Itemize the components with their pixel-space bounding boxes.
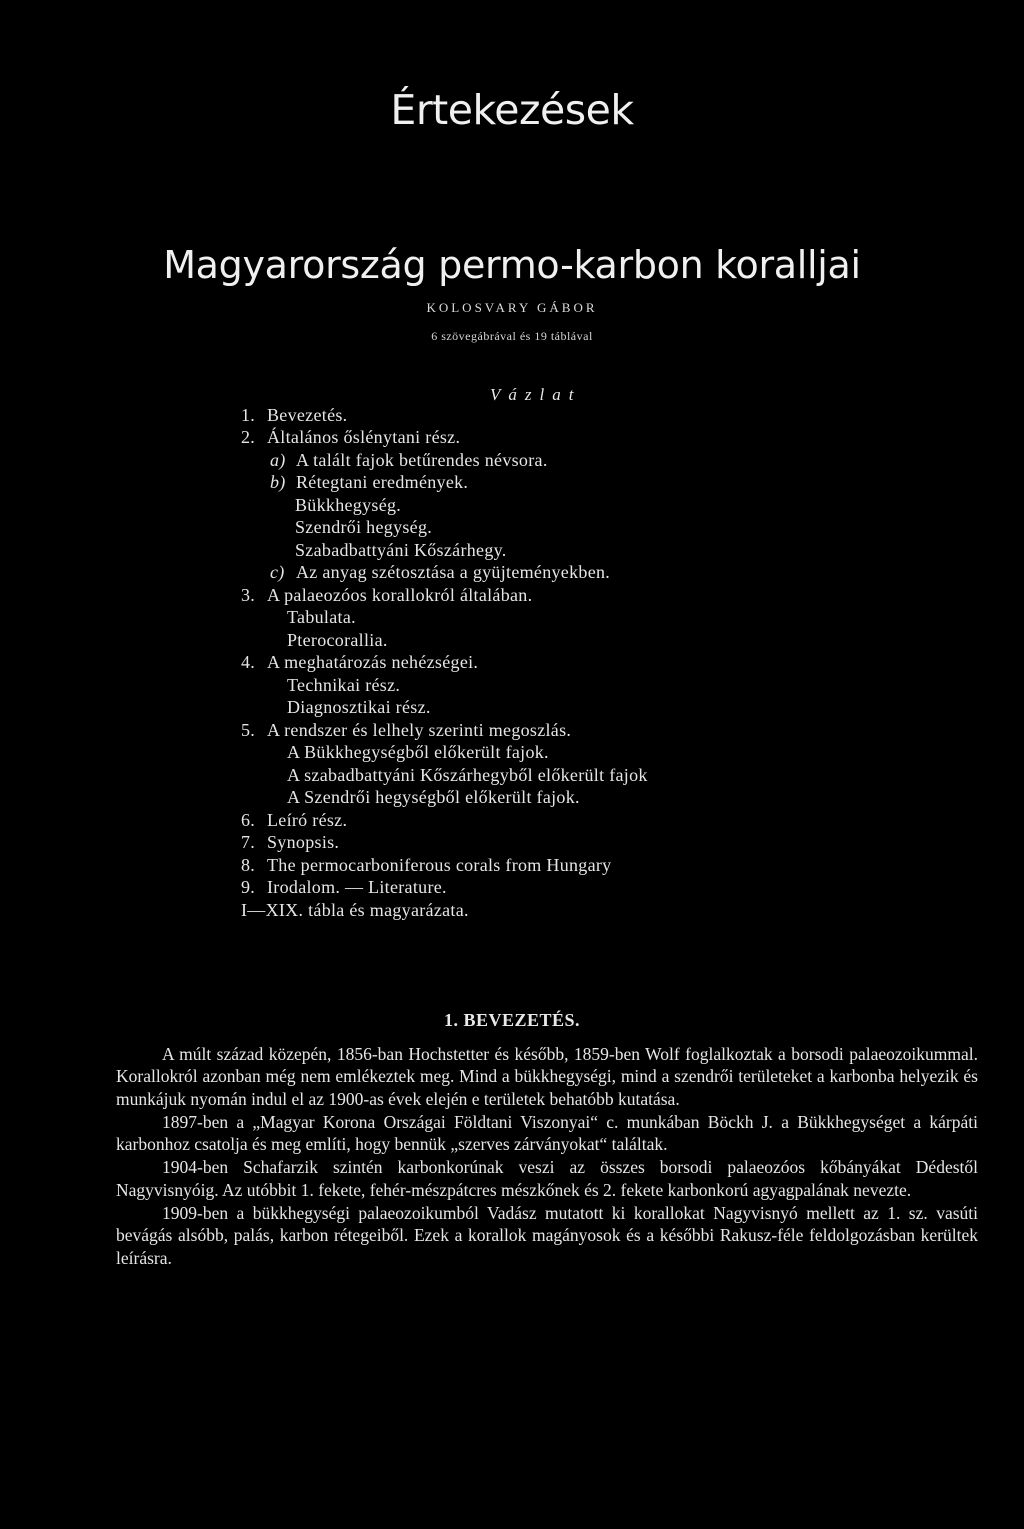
toc-item: 4. A meghatározás nehézségei.: [241, 652, 479, 672]
toc-item: 2. Általános őslénytani rész.: [241, 427, 461, 447]
toc-item: Tabulata.: [287, 607, 356, 627]
toc-item: A Bükkhegységből előkerült fajok.: [287, 742, 549, 762]
toc-item: 3. A palaeozóos korallokról általában.: [241, 585, 533, 605]
section-heading: 1. BEVEZETÉS.: [443, 1010, 581, 1030]
article-subtitle: 6 szövegábrával és 19 táblával: [431, 329, 593, 343]
toc-item: Diagnosztikai rész.: [287, 697, 431, 717]
toc-item: 8. The permocarboniferous corals from Hungary: [241, 855, 612, 875]
toc-item: 6. Leíró rész.: [241, 810, 348, 830]
toc-item: A Szendrői hegységből előkerült fajok.: [287, 787, 580, 807]
toc-item: b) Rétegtani eredmények.: [270, 472, 469, 492]
toc-item: 9. Irodalom. — Literature.: [241, 877, 447, 897]
paragraph: 1904-ben Schafarzik szintén karbonkorúnak veszi az összes borsodi palaeozóos kőbányákat Dédestől Nagyvisnyóig. Az utóbbit 1. fekete, fehér-mészpátcres mészkőnek és 2. fekete karbonkorú agyagpalának nevezte.: [116, 1157, 978, 1200]
paragraph: A múlt század közepén, 1856-ban Hochstetter és később, 1859-ben Wolf foglalkoztak a borsodi palaeozoikummal. Korallokról azonban még nem emlékeztek meg. Mind a bükkhegységi, mind a szendrői területeket a karbonba helyezik és munkájuk nyomán indul el az 1900-as évek elején e területek behatóbb kutatása.: [116, 1044, 978, 1109]
toc-heading: Vázlat: [490, 385, 582, 404]
paragraph: 1897-ben a „Magyar Korona Országai Földtani Viszonyai“ c. munkában Böckh J. a Bükkhegységet a kárpáti karbonhoz csatolja és meg említi, hogy bennük „szerves zárványokat“ találtak.: [116, 1111, 978, 1155]
toc-item: 7. Synopsis.: [241, 832, 340, 852]
author-name: KOLOSVARY GÁBOR: [426, 300, 598, 315]
toc-item: c) Az anyag szétosztása a gyüjteményekben.: [270, 562, 611, 582]
toc-item: a) A talált fajok betűrendes névsora.: [270, 450, 548, 470]
toc-item: I—XIX. tábla és magyarázata.: [241, 900, 469, 920]
toc-item: Szendrői hegység.: [295, 517, 433, 537]
toc-item: Bükkhegység.: [295, 495, 402, 515]
toc-item: Technikai rész.: [287, 675, 401, 695]
toc-item: 5. A rendszer és lelhely szerinti megoszlás.: [241, 720, 572, 740]
toc-item: Pterocorallia.: [287, 630, 388, 650]
article-title: Magyarország permo-karbon koralljai: [163, 243, 861, 287]
toc-item: Szabadbattyáni Kőszárhegy.: [295, 540, 507, 560]
toc-item: A szabadbattyáni Kőszárhegyből előkerült fajok: [287, 765, 648, 785]
paragraph: 1909-ben a bükkhegységi palaeozoikumból Vadász mutatott ki korallokat Nagyvisnyó mellett az 1. sz. vasúti bevágás alsóbb, palás, karbon rétegeiből. Ezek a korallok magányosok és a későbbi Rakusz-féle feldolgozásban kerültek leírásra.: [116, 1203, 978, 1268]
section-title: Értekezések: [390, 86, 634, 134]
body-text: [116, 1043, 978, 1270]
toc-item: 1. Bevezetés.: [241, 405, 348, 425]
